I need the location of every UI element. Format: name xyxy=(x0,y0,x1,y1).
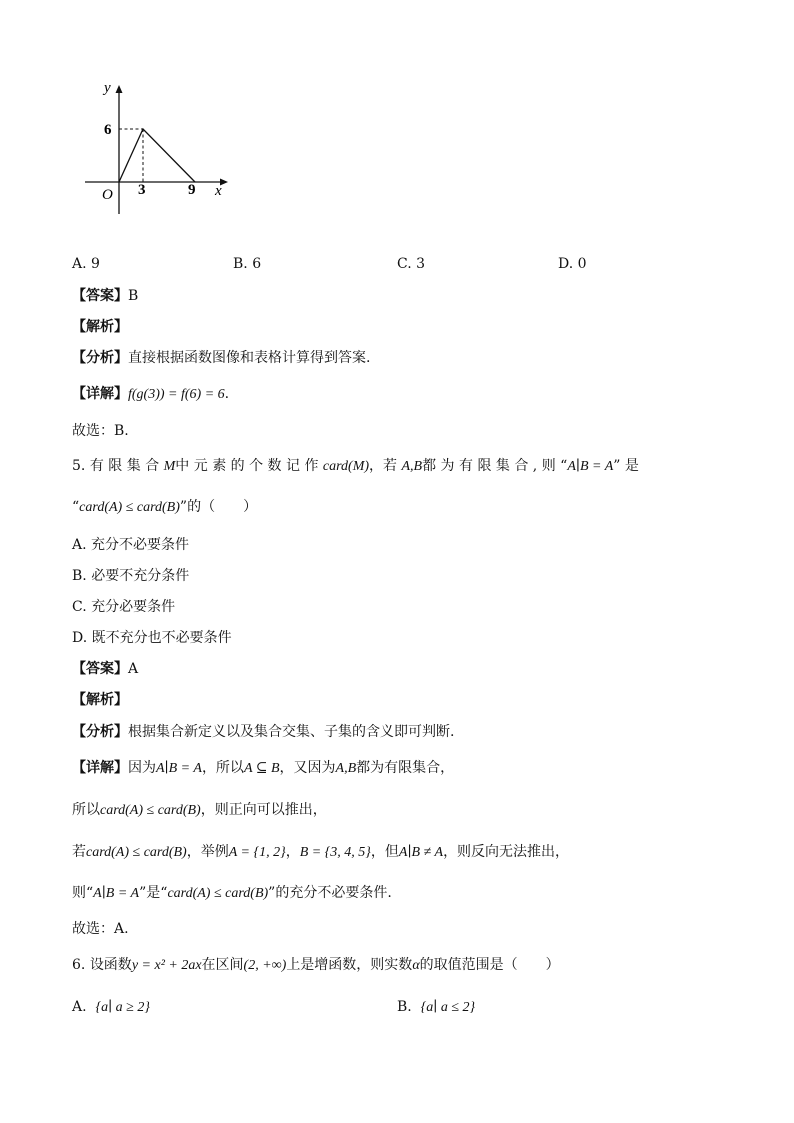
d1-b: ，所以 xyxy=(201,760,244,776)
q5-cond1: A∣B = A xyxy=(567,459,614,474)
q5-quote-open: “ xyxy=(72,499,80,515)
l3-e: ，则反向无法推出， xyxy=(443,844,570,860)
y-axis-arrow xyxy=(116,85,123,93)
answer-tag: 【答案】 xyxy=(72,661,128,677)
q6-number: 6. xyxy=(72,957,86,973)
answer-tag: 【答案】 xyxy=(72,288,128,304)
l3-d: ，但 xyxy=(370,844,399,860)
q5-text-e: ” 是 xyxy=(613,458,639,474)
d1-m3: A,B xyxy=(335,761,357,776)
q6-opt-a-set: {a∣ a ≥ 2} xyxy=(95,1000,150,1015)
d1-m1: A∣B = A xyxy=(156,761,202,776)
l3-m4: A∣B ≠ A xyxy=(398,845,444,860)
detail-tag: 【详解】 xyxy=(72,386,128,402)
x-tick-3: 3 xyxy=(138,182,146,198)
l2-m: card(A) ≤ card(B) xyxy=(100,803,201,818)
d1-m2: A ⊆ B xyxy=(243,761,280,776)
q5-analysis xyxy=(72,725,454,739)
analysis-tag: 【分析】 xyxy=(72,350,128,366)
detail-formula: f(g(3)) = f(6) = 6 xyxy=(128,387,225,402)
q5-detail-line1 xyxy=(72,761,454,776)
l3-m3: B = {3, 4, 5} xyxy=(299,845,371,860)
l3-c: ， xyxy=(285,844,300,860)
q5-line2-end: ”的（ ） xyxy=(179,499,258,515)
q5-detail-line3 xyxy=(72,845,569,860)
d1-c: ，又因为 xyxy=(279,760,336,776)
q5-option-b: B. 必要不充分条件 xyxy=(72,568,190,584)
q5-text-b: 中 元 素 的 个 数 记 作 xyxy=(175,458,319,474)
d1-d: 都为有限集合， xyxy=(356,760,455,776)
y-axis-label: y xyxy=(104,80,111,96)
l2-a: 所以 xyxy=(72,802,100,818)
q4-choice-c: C. 3 xyxy=(397,256,426,272)
d1-a: 因为 xyxy=(128,760,156,776)
q5-number: 5. xyxy=(72,458,86,474)
q5-card-M: card(M) xyxy=(322,459,370,474)
q5-AB: A,B xyxy=(401,459,423,474)
q6-alpha: α xyxy=(412,958,420,973)
analysis-tag: 【分析】 xyxy=(72,724,128,740)
l4-c: ”的充分不必要条件. xyxy=(268,885,392,901)
detail-tag: 【详解】 xyxy=(72,760,128,776)
q6-opt-b-label: B. xyxy=(397,999,412,1015)
q5-option-c: C. 充分必要条件 xyxy=(72,599,176,615)
q5-option-a: A. 充分不必要条件 xyxy=(72,537,190,553)
q6-option-b xyxy=(397,1000,475,1015)
l4-m2: card(A) ≤ card(B) xyxy=(167,886,269,901)
origin-label: O xyxy=(102,187,113,203)
q6-func: y = x² + 2ax xyxy=(131,958,202,973)
analysis-text: 根据集合新定义以及集合交集、子集的含义即可判断. xyxy=(128,724,455,740)
q4-jiexi: 【解析】 xyxy=(72,319,128,335)
l3-m1: card(A) ≤ card(B) xyxy=(86,845,187,860)
q4-detail xyxy=(72,387,229,402)
q6-opt-b-set: {a∣ a ≤ 2} xyxy=(420,1000,476,1015)
q6-opt-a-label: A. xyxy=(72,999,87,1015)
q5-answer xyxy=(72,662,138,676)
q5-line1 xyxy=(72,459,722,474)
q5-conclusion: 故选：A. xyxy=(72,921,129,937)
q6-text-b: 在区间 xyxy=(201,957,244,973)
l2-b: ，则正向可以推出， xyxy=(200,802,327,818)
q6-stem xyxy=(72,958,560,973)
q4-answer xyxy=(72,289,138,303)
l4-m1: A∣B = A xyxy=(93,886,140,901)
l3-m2: A = {1, 2} xyxy=(228,845,286,860)
l4-b: ”是“ xyxy=(139,885,168,901)
answer-value: B xyxy=(128,288,139,304)
y-tick-6: 6 xyxy=(104,122,112,138)
q6-option-a xyxy=(72,1000,150,1015)
l4-a: 则“ xyxy=(72,885,94,901)
q5-cond2: card(A) ≤ card(B) xyxy=(79,500,180,515)
q6-text-c: 上是增函数，则实数 xyxy=(286,957,413,973)
q4-analysis xyxy=(72,351,370,365)
x-tick-9: 9 xyxy=(188,182,196,198)
l3-a: 若 xyxy=(72,844,86,860)
q5-set-M: M xyxy=(163,459,176,474)
q5-detail-line4 xyxy=(72,886,392,901)
x-axis-label: x xyxy=(215,183,222,199)
q5-jiexi: 【解析】 xyxy=(72,692,128,708)
q4-conclusion: 故选：B. xyxy=(72,423,129,439)
q5-text-d: 都 为 有 限 集 合 , 则 “ xyxy=(422,458,568,474)
graph-polyline xyxy=(119,129,195,182)
l3-b: ，举例 xyxy=(186,844,229,860)
q6-text-a: 设函数 xyxy=(89,957,132,973)
analysis-text: 直接根据函数图像和表格计算得到答案. xyxy=(128,350,371,366)
q6-text-d: 的取值范围是（ ） xyxy=(419,957,560,973)
q5-text-c: ，若 xyxy=(369,458,398,474)
q5-line2 xyxy=(72,500,257,515)
detail-end: . xyxy=(224,386,230,402)
function-graph xyxy=(80,72,250,222)
q5-detail-line2 xyxy=(72,803,327,818)
q4-choice-b: B. 6 xyxy=(233,256,262,272)
q5-text-a: 有 限 集 合 xyxy=(89,458,160,474)
answer-value: A xyxy=(128,661,139,677)
q4-choice-d: D. 0 xyxy=(558,256,587,272)
q6-interval: (2, +∞) xyxy=(243,958,287,973)
q4-choice-a: A. 9 xyxy=(72,256,100,272)
q5-option-d: D. 既不充分也不必要条件 xyxy=(72,630,232,646)
